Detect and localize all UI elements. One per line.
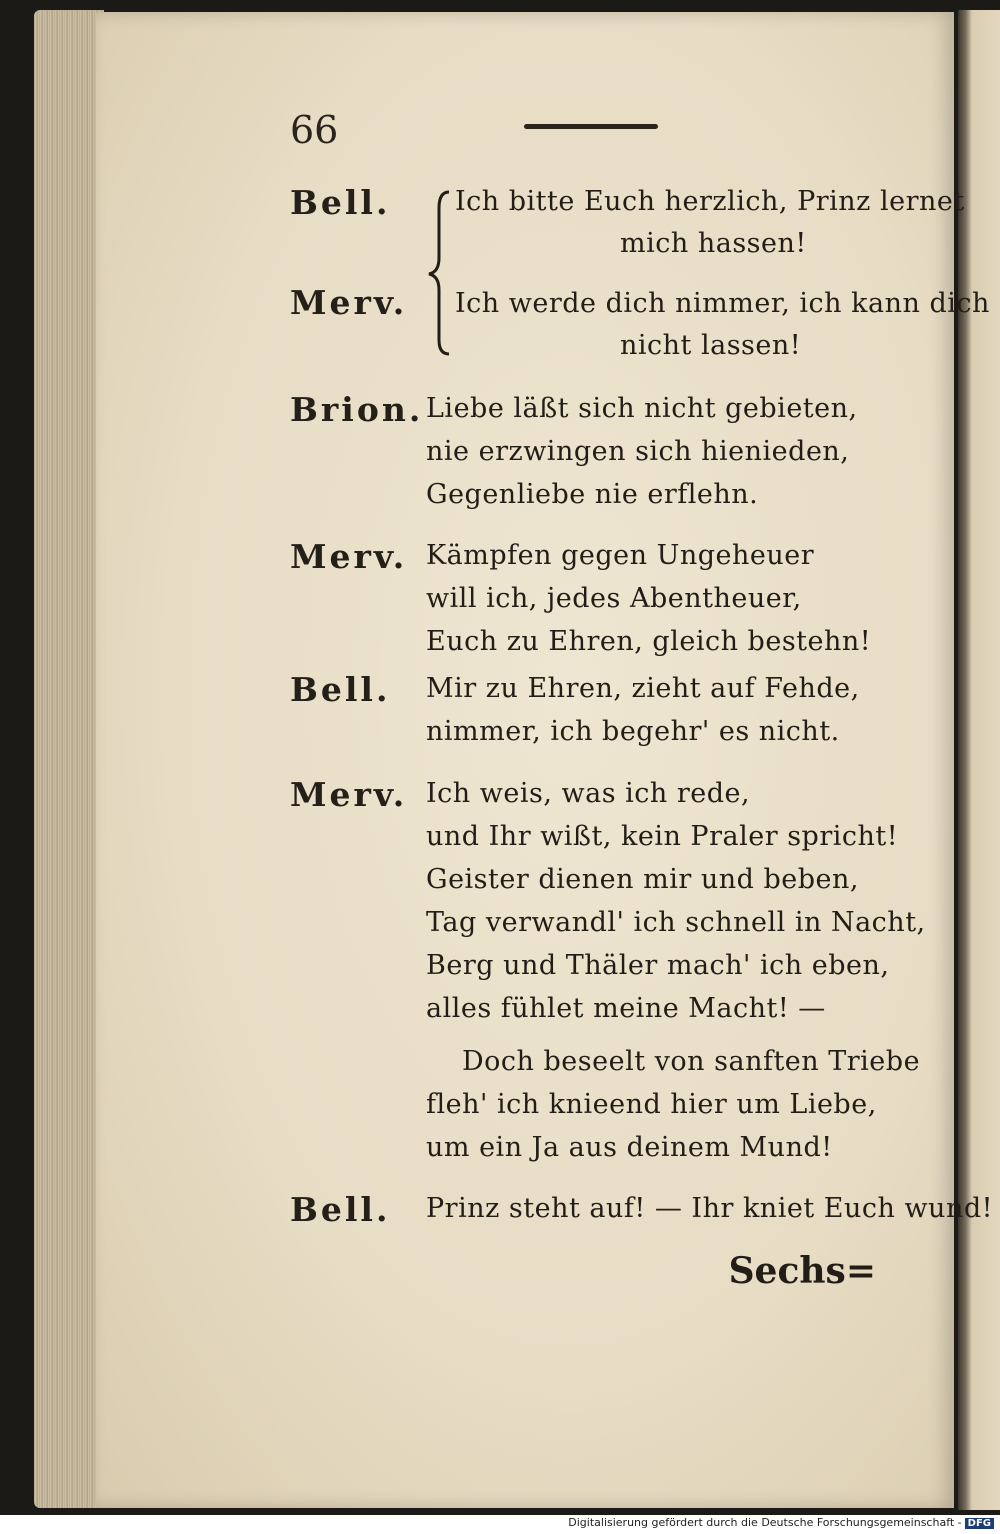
verse-line: Mir zu Ehren, zieht auf Fehde,: [426, 673, 860, 704]
verse-line: Doch beseelt von sanften Triebe: [462, 1046, 921, 1077]
credit-text: Digitalisierung gefördert durch die Deutsche Forschungsgemeinschaft -: [568, 1516, 962, 1529]
verse-line: mich hassen!: [620, 228, 807, 259]
catchword: Sechs=: [728, 1250, 876, 1292]
verse-line: Berg und Thäler mach' ich eben,: [426, 950, 890, 981]
speaker-merv: Merv.: [290, 283, 408, 322]
verse-line: nimmer, ich begehr' es nicht.: [426, 716, 840, 747]
verse-line: um ein Ja aus deinem Mund!: [426, 1132, 833, 1163]
verse-line: nie erzwingen sich hienieden,: [426, 436, 850, 467]
speaker-bell: Bell.: [290, 1190, 391, 1229]
verse-line: alles fühlet meine Macht! —: [426, 993, 826, 1024]
speaker-bell: Bell.: [290, 670, 391, 709]
dfg-logo: DFG: [965, 1518, 994, 1529]
verse-line: Ich werde dich nimmer, ich kann dich: [455, 288, 990, 319]
digitization-credit: [568, 1516, 994, 1529]
verse-line: Prinz steht auf! — Ihr kniet Euch wund!: [426, 1193, 993, 1224]
header-rule: [524, 124, 658, 129]
verse-line: nicht lassen!: [620, 330, 802, 361]
speaker-merv: Merv.: [290, 537, 408, 576]
verse-line: Kämpfen gegen Ungeheuer: [426, 540, 815, 571]
book-page-edges: [34, 10, 104, 1508]
verse-line: Tag verwandl' ich schnell in Nacht,: [426, 907, 926, 938]
verse-line: Euch zu Ehren, gleich bestehn!: [426, 626, 872, 657]
brace-bracket: [425, 188, 455, 358]
verse-line: und Ihr wißt, kein Praler spricht!: [426, 821, 899, 852]
verse-line: Liebe läßt sich nicht gebieten,: [426, 393, 858, 424]
facing-page-edge: [958, 10, 1000, 1510]
verse-line: fleh' ich knieend hier um Liebe,: [426, 1089, 877, 1120]
verse-line: will ich, jedes Abentheuer,: [426, 583, 802, 614]
verse-line: Ich weis, was ich rede,: [426, 778, 751, 809]
speaker-brion: Brion.: [290, 390, 424, 429]
speaker-bell: Bell.: [290, 183, 391, 222]
verse-line: Gegenliebe nie erflehn.: [426, 479, 759, 510]
page-number: 66: [290, 108, 339, 152]
verse-line: Ich bitte Euch herzlich, Prinz lernet: [455, 186, 965, 217]
speaker-merv: Merv.: [290, 775, 408, 814]
verse-line: Geister dienen mir und beben,: [426, 864, 859, 895]
